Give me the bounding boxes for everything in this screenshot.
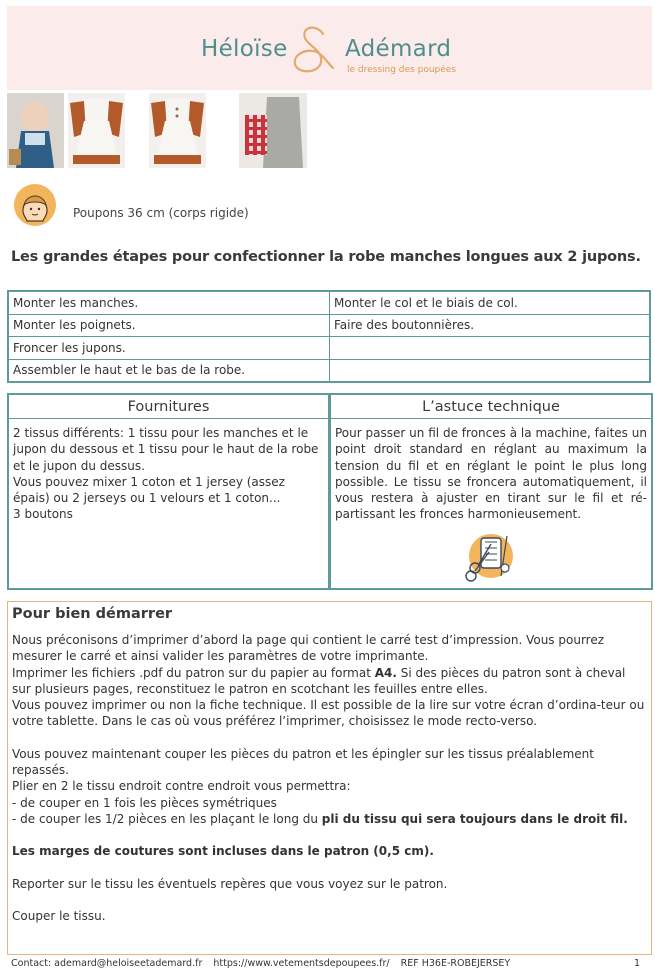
supplies-buttons-count: 3 boutons [13, 507, 73, 522]
table-cell: Monter les manches. [8, 291, 330, 314]
page-title: Les grandes étapes pour confectionner la robe manches longues aux 2 jupons. [11, 249, 641, 265]
getting-started-body [12, 632, 646, 924]
supplies-body [9, 419, 328, 523]
tip-body [331, 419, 651, 523]
paragraph: Imprimer les fichiers .pdf du patron sur du papier au format A4. Si des pièces du patron sont à cheval sur plusieurs pages, reconstituez le patron en scotchant les feuilles entre elles. [12, 665, 626, 696]
doll-size-label: Poupons 36 cm (corps rigide) [73, 206, 249, 220]
footer-contact-email[interactable]: Contact: ademard@heloiseetademard.fr [11, 958, 203, 969]
footer [11, 958, 518, 969]
doll-face-icon [13, 183, 57, 227]
table-row [8, 359, 650, 382]
white-dress-floral-photo[interactable] [68, 93, 125, 168]
grey-dress-gingham-photo[interactable] [239, 93, 307, 168]
seam-allowance-note: Les marges de coutures sont incluses dans le patron (0,5 cm). [12, 844, 434, 859]
white-dress-floral-back-photo[interactable] [149, 93, 206, 168]
paragraph: Vous pouvez maintenant couper les pièces du patron et les épingler sur les tissus préalablement repassés. [12, 746, 594, 778]
table-row [8, 337, 650, 360]
footer-reference: REF H36E-ROBEJERSEY [400, 958, 511, 969]
table-cell [330, 337, 651, 360]
table-cell: Froncer les jupons. [8, 337, 330, 360]
tip-text: Pour passer un fil de fronces à la machine, faites un point droit standard en réglant au maximum la tension du fil et en réglant le point le plus long possible. Le tissu se froncera automatiquement, il vous restera à ajuster en tirant sur le fil et ré-partissant les fronces harmonieusement. [335, 426, 647, 522]
table-row [8, 314, 650, 337]
brand-tagline: le dressing des poupées [347, 65, 457, 75]
brand-name-right: Adémard [345, 36, 452, 62]
table-cell [330, 359, 651, 382]
table-cell: Monter le col et le biais de col. [330, 291, 651, 314]
steps-table [7, 290, 651, 383]
list-item: - de couper en 1 fois les pièces symétriques [12, 795, 277, 810]
paragraph: Nous préconisons d’imprimer d’abord la page qui contient le carré test d’impression. Vous pourrez mesurer le carré et ainsi valider les paramètres de votre imprimante. [12, 633, 605, 664]
paragraph: Reporter sur le tissu les éventuels repères que vous voyez sur le patron. [12, 876, 448, 891]
supplies-paragraph: Vous pouvez mixer 1 coton et 1 jersey (assez épais) ou 2 jerseys ou 1 velours et 1 coton... [13, 474, 285, 506]
brand-logo [197, 26, 477, 81]
page-number: 1 [634, 958, 641, 969]
ampersand-logo-icon [283, 22, 339, 78]
footer-website-link[interactable]: https://www.vetementsdepoupees.fr/ [213, 958, 390, 969]
supplies-title: Fournitures [9, 395, 328, 419]
getting-started-box [7, 601, 652, 955]
sewing-tools-icon [461, 530, 517, 582]
supplies-paragraph: 2 tissus différents: 1 tissu pour les manches et le jupon du dessous et 1 tissu pour le haut de la robe et le jupon du dessus. [13, 426, 319, 473]
tip-title: L’astuce technique [331, 395, 651, 419]
table-cell: Assembler le haut et le bas de la robe. [8, 359, 330, 382]
getting-started-title: Pour bien démarrer [12, 606, 173, 622]
table-cell: Faire des boutonnières. [330, 314, 651, 337]
supplies-box [7, 393, 330, 590]
doll-blue-dress-photo[interactable] [7, 93, 64, 168]
paragraph: Couper le tissu. [12, 908, 106, 923]
header-banner [7, 6, 652, 90]
paragraph: Plier en 2 le tissu endroit contre endroit vous permettra: [12, 779, 351, 794]
list-item: - de couper les 1/2 pièces en les plaçant le long du pli du tissu qui sera toujours dans le droit fil. [12, 811, 628, 826]
brand-name-left: Héloïse [201, 36, 288, 62]
table-row [8, 291, 650, 314]
table-cell: Monter les poignets. [8, 314, 330, 337]
gingham-sleeve [245, 115, 267, 155]
tip-box [329, 393, 653, 590]
paragraph: Vous pouvez imprimer ou non la fiche technique. Il est possible de la lire sur votre écran d’ordina-teur ou votre tablette. Dans le cas où vous préférez l’imprimer, choisissez le mode recto-verso. [12, 698, 645, 729]
